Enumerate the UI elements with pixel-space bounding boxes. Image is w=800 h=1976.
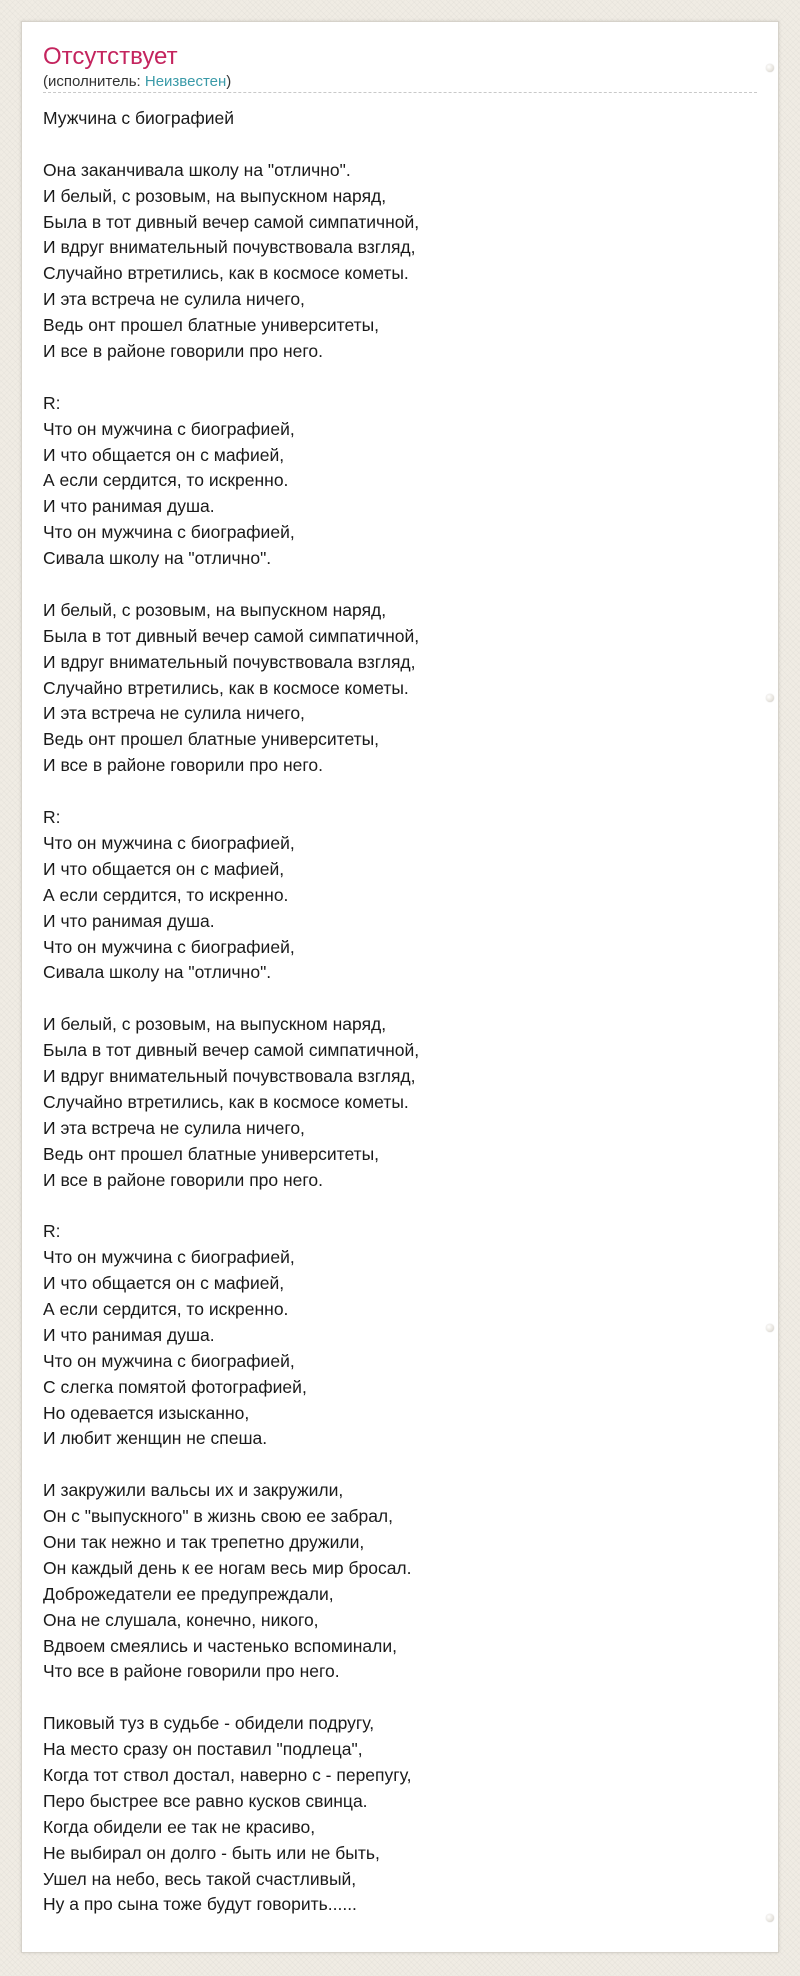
lyrics-line: И все в районе говорили про него. [43,755,323,776]
lyrics-card [21,21,779,1953]
lyrics-line: Что он мужчина с биографией, [43,418,295,439]
lyrics-line: Что он мужчина с биографией, [43,1350,295,1371]
lyrics-blank-line [43,365,757,391]
lyrics-line: Но одевается изысканно, [43,1402,250,1423]
lyrics-line: И эта встреча не сулила ничего, [43,703,305,724]
lyrics-line: Ведь онт прошел блатные университеты, [43,1143,380,1164]
lyrics-blank-line [43,572,757,598]
lyrics-line: R: [43,807,61,828]
decorative-stitch [766,694,774,702]
lyrics-line: Сивала школу на "отлично". [43,548,272,569]
lyrics-line: И вдруг внимательный почувствовала взгляд, [43,1065,416,1086]
lyrics-line: Что он мужчина с биографией, [43,522,295,543]
lyrics-line: Пиковый туз в судьбе - обидели подругу, [43,1713,375,1734]
lyrics-line: И белый, с розовым, на выпускном наряд, [43,1014,387,1035]
lyrics-line: Была в тот дивный вечер самой симпатичной, [43,625,420,646]
lyrics-line: И что общается он с мафией, [43,1273,285,1294]
lyrics-line: И вдруг внимательный почувствовала взгляд, [43,237,416,258]
lyrics-line: И вдруг внимательный почувствовала взгляд, [43,651,416,672]
lyrics-line: R: [43,392,61,413]
decorative-stitch [766,1324,774,1332]
lyrics-line: И белый, с розовым, на выпускном наряд, [43,599,387,620]
lyrics-blank-line [43,132,757,158]
lyrics-line: И что общается он с мафией, [43,858,285,879]
lyrics-line: Когда обидели ее так не красиво, [43,1816,316,1837]
lyrics-line: Была в тот дивный вечер самой симпатичной, [43,1040,420,1061]
lyrics-line: И эта встреча не сулила ничего, [43,1117,305,1138]
lyrics-line: Они так нежно и так трепетно дружили, [43,1531,365,1552]
lyrics-line: И все в районе говорили про него. [43,1169,323,1190]
lyrics-blank-line [43,1452,757,1478]
lyrics-blank-line [43,1193,757,1219]
lyrics-line: И эта встреча не сулила ничего, [43,289,305,310]
lyrics-line: Перо быстрее все равно кусков свинца. [43,1790,368,1811]
lyrics-line: А если сердится, то искренно. [43,884,289,905]
song-title: Отсутствует [43,43,178,70]
lyrics-line: Что он мужчина с биографией, [43,936,295,957]
lyrics-line: Он с "выпускного" в жизнь свою ее забрал, [43,1506,393,1527]
song-header [43,42,757,91]
lyrics-line: На место сразу он поставил "подлеца", [43,1739,363,1760]
lyrics-line: И что ранимая душа. [43,910,215,931]
lyrics-line: R: [43,1221,61,1242]
lyrics-line: И белый, с розовым, на выпускном наряд, [43,185,387,206]
lyrics-line: А если сердится, то искренно. [43,1298,289,1319]
lyrics-line: Сивала школу на "отлично". [43,962,272,983]
lyrics-line: Что он мужчина с биографией, [43,1247,295,1268]
lyrics-line: Не выбирал он долго - быть или не быть, [43,1842,380,1863]
lyrics-line: Случайно втретились, как в космосе кометы. [43,1091,409,1112]
lyrics-line: Ведь онт прошел блатные университеты, [43,315,380,336]
header-divider [43,92,757,93]
lyrics-line: И все в районе говорили про него. [43,341,323,362]
lyrics-line: Доброжедатели ее предупреждали, [43,1583,334,1604]
lyrics-line: Когда тот ствол достал, наверно с - перепугу, [43,1765,412,1785]
decorative-stitch [766,64,774,72]
lyrics-line: Что он мужчина с биографией, [43,832,295,853]
lyrics-line: Что все в районе говорили про него. [43,1661,340,1682]
lyrics-line: Ушел на небо, весь такой счастливый, [43,1868,357,1889]
decorative-stitch [766,1914,774,1922]
lyrics-line: Ну а про сына тоже будут говорить...... [43,1894,357,1915]
lyrics-line: Мужчина с биографией [43,108,235,128]
lyrics-line: А если сердится, то искренно. [43,470,289,491]
lyrics-line: С слегка помятой фотографией, [43,1376,307,1397]
artist-prefix: (исполнитель: [43,73,145,90]
lyrics-line: Она не слушала, конечно, никого, [43,1609,319,1630]
lyrics-line: Она заканчивала школу на "отлично". [43,159,351,180]
artist-suffix: ) [226,73,232,90]
lyrics-line: Он каждый день к ее ногам весь мир бросал. [43,1557,412,1578]
lyrics-line: Случайно втретились, как в космосе кометы. [43,263,409,284]
artist-link[interactable]: Неизвестен [144,73,227,90]
artist-line [43,73,757,91]
lyrics-text [43,106,757,1918]
lyrics-line: И что ранимая душа. [43,1324,215,1345]
lyrics-line: И любит женщин не спеша. [43,1428,268,1449]
lyrics-blank-line [43,1685,757,1711]
lyrics-line: Случайно втретились, как в космосе кометы. [43,677,409,698]
lyrics-line: Была в тот дивный вечер самой симпатичной, [43,211,420,232]
lyrics-blank-line [43,779,757,805]
lyrics-line: Ведь онт прошел блатные университеты, [43,729,380,750]
lyrics-blank-line [43,986,757,1012]
lyrics-line: И что общается он с мафией, [43,444,285,465]
lyrics-line: Вдвоем смеялись и частенько вспоминали, [43,1635,397,1656]
lyrics-line: И что ранимая душа. [43,496,215,517]
lyrics-line: И закружили вальсы их и закружили, [43,1480,344,1501]
